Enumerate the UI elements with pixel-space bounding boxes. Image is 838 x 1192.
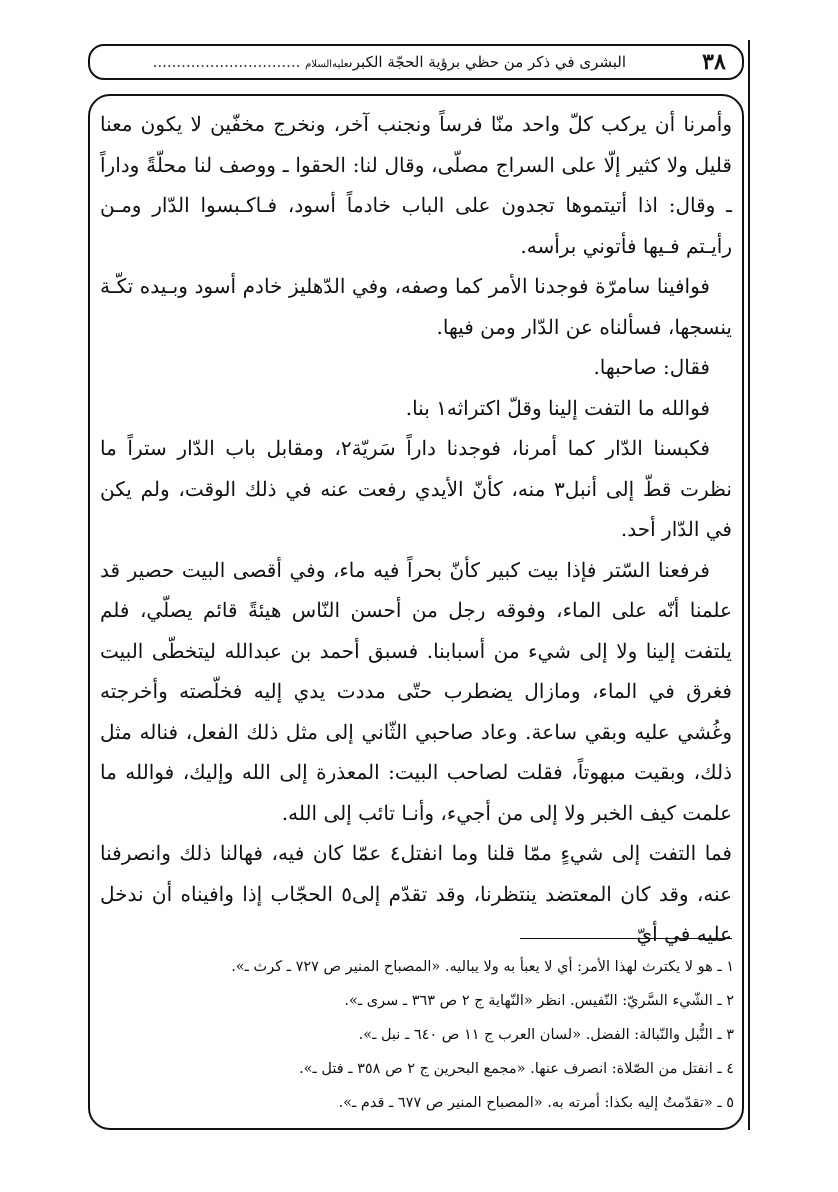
page-number: ٣٨ — [702, 49, 726, 75]
paragraph: فكبسنا الدّار كما أمرنا، فوجدنا داراً سَريّة٢، ومقابل باب الدّار ستراً ما نظرت قطّ إلى أنبل٣ منه، كأنّ الأيدي رفعت عنه في ذلك الوقت، ولم يكن في الدّار أحد. — [100, 436, 732, 541]
vertical-rule — [748, 40, 750, 1130]
footnote: ١ ـ هو لا يكترث لهذا الأمر: أي لا يعبأ به ولا يباليه. «المصباح المنير ص ٧٢٧ ـ كرث ـ». — [231, 959, 734, 975]
main-text — [100, 104, 733, 946]
paragraph: فما التفت إلى شيءٍ ممّا قلنا وما انفتل٤ عمّا كان فيه، فهالنا ذلك وانصرفنا عنه، وقد كان المعتضد ينتظرنا، وقد تقدّم إلى٥ الحجّاب إذا وافيناه أن ندخل عليه في أيّ — [100, 841, 733, 946]
paragraph: فقال: صاحبها. — [593, 355, 710, 379]
leader-dots: ............................... — [152, 53, 301, 71]
running-title: البشرى في ذكر من حظي برؤية الحجّة الكبرى — [348, 53, 626, 71]
footnote: ٣ ـ النُّبل والنّبالة: الفضل. «لسان العرب ج ١١ ص ٦٤٠ ـ نبل ـ». — [358, 1027, 734, 1043]
paragraph: فرفعنا السّتر فإذا بيت كبير كأنّ بحراً فيه ماء، وفي أقصى البيت حصير قد علمنا أنّه على الماء، وفوقه رجل من أحسن النّاس هيئةً قائم يصلّي، فلم يلتفت إلينا ولا إلى شيء من أسبابنا. فسبق أحمد بن عبدالله ليتخطّى البيت فغرق في الماء، ومازال يضطرب حتّى مددت يدي إليه فخلّصته وأخرجته وغُشي عليه وبقي ساعة. وعاد صاحبي الثّاني إلى مثل ذلك الفعل، فناله مثل ذلك، وبقيت مبهوتاً، فقلت لصاحب البيت: المعذرة إلى الله وإليك، فوالله ما علمت كيف الخبر ولا إلى من أجيء، وأنـا تائب إلى الله. — [100, 557, 732, 825]
honorific: عليه‌السلام — [305, 59, 349, 70]
footnote: ٤ ـ انفتل من الصّلاة: انصرف عنها. «مجمع البحرين ج ٢ ص ٣٥٨ ـ فتل ـ». — [299, 1061, 734, 1077]
paragraph: فوالله ما التفت إلينا وقلّ اكتراثه١ بنا. — [405, 395, 710, 420]
paragraph: وأمرنا أن يركب كلّ واحد منّا فرساً ونجنب آخر، ونخرج مخفّين لا يكون معنا قليل ولا كثير إلّا على السراج مصلّى، وقال لنا: الحقوا ـ ووصف لنا محلّةً وداراً ـ وقال: اذا أتيتموها تجدون على الباب خادماً أسود، فـاكـبسوا الدّار ومـن رأيـتم فـيها فأتوني برأسه. — [100, 112, 732, 258]
footnote-separator — [520, 938, 732, 939]
footnote: ٢ ـ الشّيء السَّريّ: النّفيس. انظر «النّهاية ج ٢ ص ٣٦٣ ـ سرى ـ». — [344, 993, 734, 1009]
footnote: ٥ ـ «تقدّمتُ إليه بكذا: أمرته به. «المصباح المنير ص ٦٧٧ ـ قدم ـ». — [338, 1095, 734, 1111]
paragraph: فوافينا سامرّة فوجدنا الأمر كما وصفه، وفي الدّهليز خادم أسود وبـيده تكّـة ينسجها، فسألناه عن الدّار ومن فيها. — [100, 274, 732, 339]
running-header — [106, 46, 626, 78]
footnotes — [110, 950, 734, 1122]
